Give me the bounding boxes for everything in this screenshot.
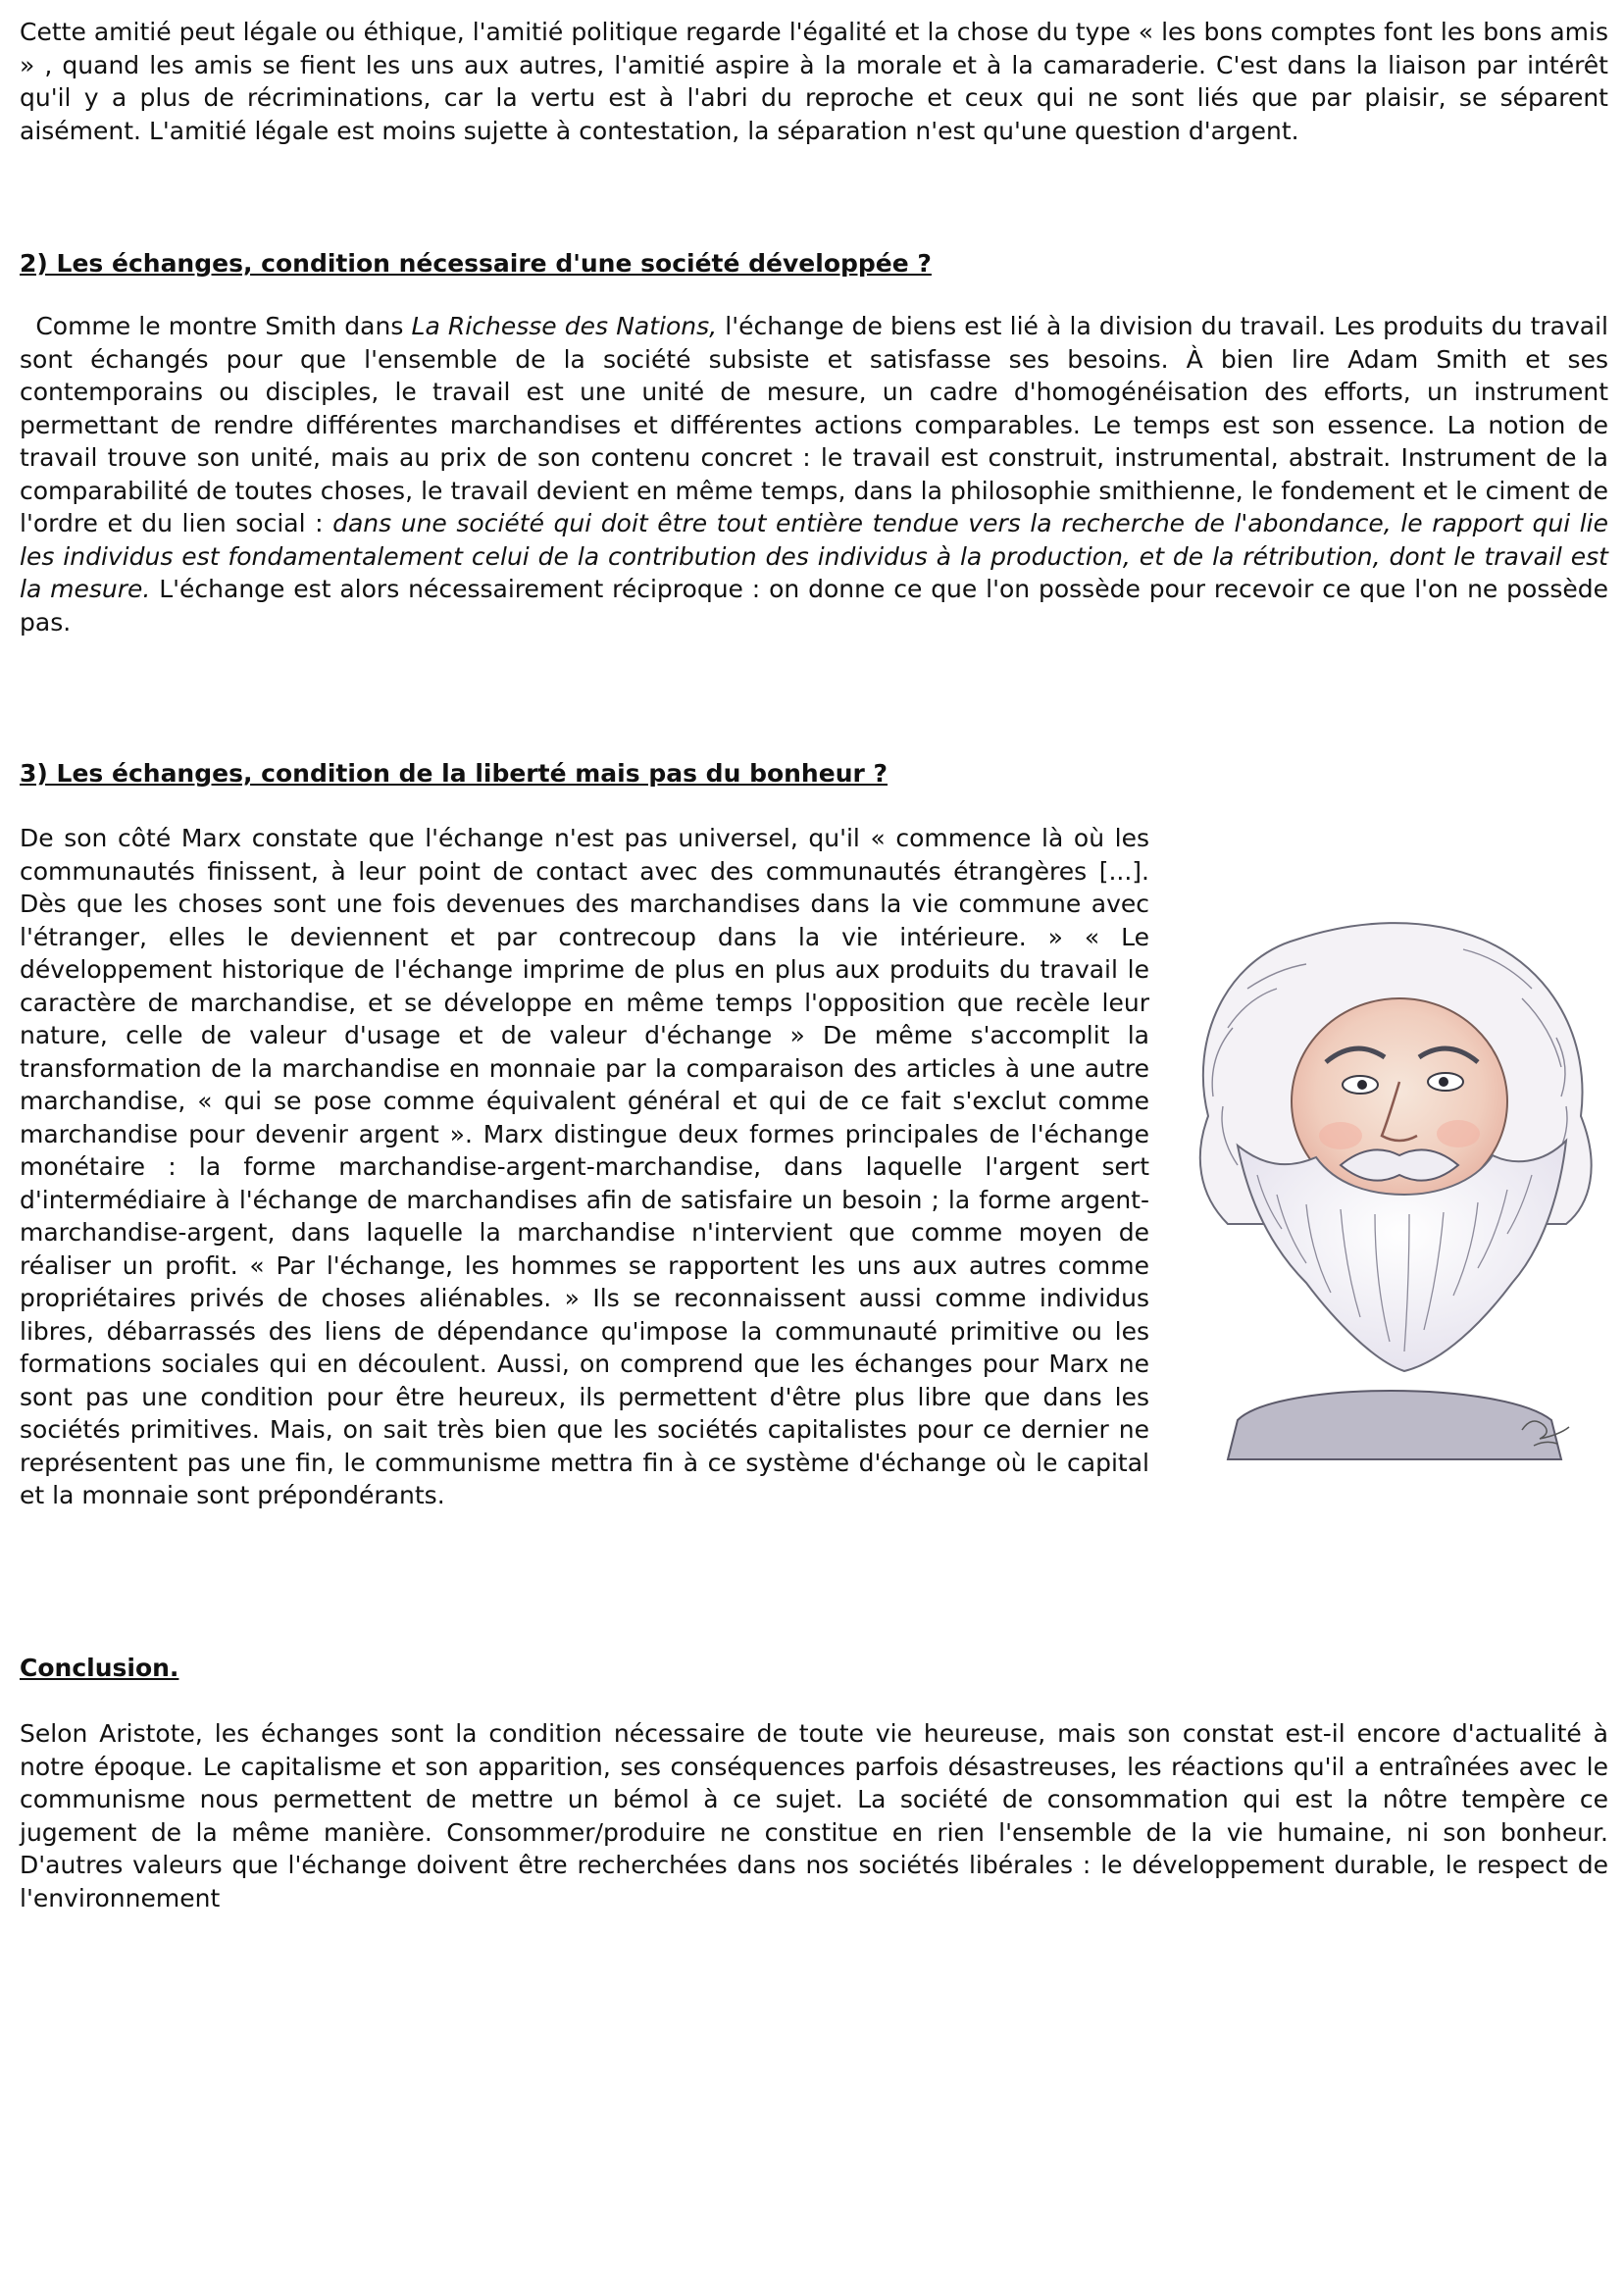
conclusion-paragraph: Selon Aristote, les échanges sont la condition nécessaire de toute vie heureuse, mais son constat est-il encore d'actualité à notre époque. Le capitalisme et son apparition, ses conséquences parfois désastreuses, les réactions qu'il a entraînées avec le communisme nous permettent de mettre un bémol à ce sujet. La société de consommation qui est la nôtre tempère ce jugement de la même manière. Consommer/produire ne constitue en rien l'ensemble de la vie humaine, ni son bonheur. D'autres valeurs que l'échange doivent être recherchées dans nos sociétés libérales : le développement durable, le respect de l'environnement: [20, 1719, 1608, 1912]
smith-end-text: L'échange est alors nécessairement réciproque : on donne ce que l'on possède pour recevoir ce que l'on ne possède pas.: [20, 575, 1609, 637]
section-2-paragraph: [20, 310, 1608, 638]
section-3-paragraph: De son côté Marx constate que l'échange n'est pas universel, qu'il « commence là où les communautés finissent, à leur point de contact avec des communautés étrangères [...]. Dès que les choses sont une fois devenues des marchandises dans la vie commune avec l'étranger, elles le deviennent et par contrecoup dans la vie intérieure. » « Le développement historique de l'échange imprime de plus en plus aux produits du travail le caractère de marchandise, et se développe en même temps l'opposition que recèle leur nature, celle de valeur d'usage et de valeur d'échange » De même s'accomplit la transformation de la marchandise en monnaie par la comparaison des articles à une autre marchandise, « qui se pose comme équivalent général et qui de ce fait s'exclut comme marchandise pour devenir argent ». Marx distingue deux formes principales de l'échange monétaire : la forme marchandise-argent-marchandise, dans laquelle l'argent sert d'intermédiaire à l'échange de marchandises afin de satisfaire un besoin ; la forme argent-marchandise-argent, dans laquelle la marchandise n'intervient que comme moyen de réaliser un profit. « Par l'échange, les hommes se rapportent les uns aux autres comme propriétaires privés de choses aliénables. » Ils se reconnaissent aussi comme individus libres, débarrassés des liens de dépendance qu'impose la communauté primitive ou les formations sociales qui en découlent. Aussi, on comprend que les échanges pour Marx ne sont pas une condition pour être heureux, ils permettent d'être plus libre que dans les sociétés primitives. Mais, on sait très bien que les sociétés capitalistes pour ce dernier ne représentent pas une fin, le communisme mettra fin à ce système d'échange où le capital et la monnaie sont prépondérants.: [20, 824, 1149, 1509]
marx-caricature: [1169, 871, 1608, 1479]
smith-body-text: l'échange de biens est lié à la division du travail. Les produits du travail sont échangés pour que l'ensemble de la société subsiste et satisfasse ses besoins. À bien lire Adam Smith et ses contemporains ou disciples, le travail est une unité de mesure, un cadre d'homogénéisation des efforts, un instrument permettant de rendre différentes marchandises et différentes actions comparables. Le temps est son essence. La notion de travail trouve son unité, mais au prix de son contenu concret : le travail est construit, instrumental, abstrait. Instrument de la comparabilité de toutes choses, le travail devient en même temps, dans la philosophie smithienne, le fondement et le ciment de l'ordre et du lien social :: [20, 312, 1608, 537]
section-3-heading: 3) Les échanges, condition de la liberté mais pas du bonheur ?: [20, 759, 888, 788]
marx-caricature-drawing: [1169, 871, 1608, 1479]
section-2-heading: 2) Les échanges, condition nécessaire d'une société développée ?: [20, 249, 932, 278]
section-3-block: [20, 822, 1608, 1512]
book-title: La Richesse des Nations,: [411, 312, 718, 340]
intro-paragraph: Cette amitié peut légale ou éthique, l'amitié politique regarde l'égalité et la chose du type « les bons comptes font les bons amis » , quand les amis se fient les uns aux autres, l'amitié aspire à la morale et à la camaraderie. C'est dans la liaison par intérêt qu'il y a plus de récriminations, car la vertu est à l'abri du reproche et ceux qui ne sont liés que par plaisir, se séparent aisément. L'amitié légale est moins sujette à contestation, la séparation n'est qu'une question d'argent.: [20, 18, 1608, 145]
smith-quote: dans une société qui doit être tout entière tendue vers la recherche de l'abondance, le rapport qui lie les individus est fondamentalement celui de la contribution des individus à la production, et de la rétribution, dont le travail est la mesure.: [20, 509, 1608, 603]
smith-intro-text: Comme le montre Smith dans: [35, 312, 404, 340]
conclusion-heading: Conclusion.: [20, 1654, 179, 1682]
